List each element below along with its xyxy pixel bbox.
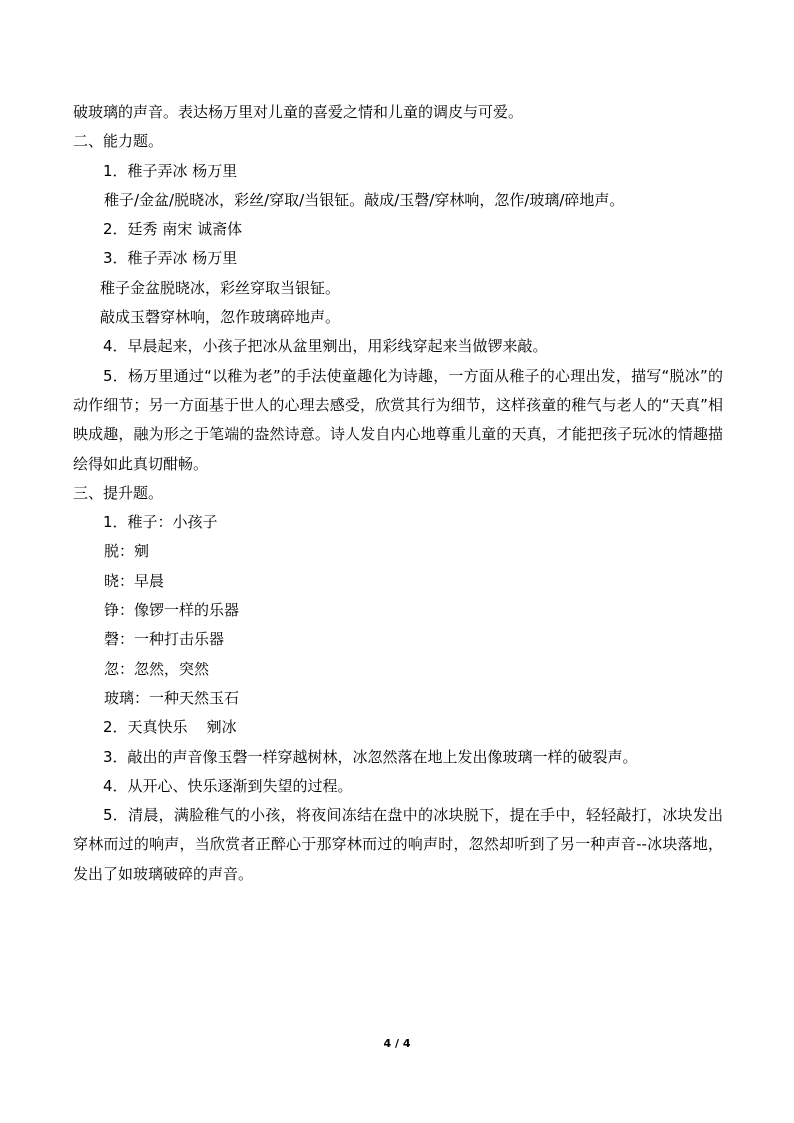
section-heading-advanced: 三、提升题。 [73,483,164,502]
answer-item-1: 1．稚子弄冰 杨万里 [103,161,238,180]
intro-line: 破玻璃的声音。表达杨万里对儿童的喜爱之情和儿童的调皮与可爱。 [73,103,524,121]
answer-text: 稚子/金盆/脱晓冰，彩丝/穿取/当银钲。敲成/玉磬/穿林响，忽作/玻璃/碎地声。 [104,190,625,209]
poem-line-1: 稚子金盆脱晓冰，彩丝穿取当银钲。 [100,278,341,297]
document-body [73,98,723,889]
definition-item: 玻璃：一种天然玉石 [104,688,240,707]
page-number: 4 / 4 [383,1037,411,1050]
answer-item-5: 5．杨万里通过“以稚为老”的手法使童趣化为诗趣，一方面从稚子的心理出发，描写“脱冰”的动作细节；另一方面基于世人的心理去感受，欣赏其行为细节，这样孩童的稚气与老人的“天真”相映成趣，融为形之于笔端的盎然诗意。诗人发自内心地尊重儿童的天真，才能把孩子玩冰的情趣描绘得如此真切酣畅。 [73,366,723,473]
definition-item: 忽：忽然，突然 [104,659,210,678]
answer-item-3: 3．稚子弄冰 杨万里 [103,249,238,268]
definition-item: 脱：剜 [104,542,150,561]
definition-item: 晓：早晨 [104,571,165,590]
answer-item-1: 1．稚子：小孩子 [103,513,218,532]
answer-item-4: 4．早晨起来，小孩子把冰从盆里剜出，用彩线穿起来当做锣来敲。 [103,337,548,356]
definition-item: 磬：一种打击乐器 [104,630,225,649]
answer-item-2: 2．廷秀 南宋 诚斋体 [103,220,243,239]
definition-item: 铮：像锣一样的乐器 [104,601,240,620]
answer-item-2: 2．天真快乐 剜冰 [103,718,237,737]
answer-item-5: 5．清晨，满脸稚气的小孩，将夜间冻结在盘中的冰块脱下，提在手中，轻轻敲打，冰块发出穿林而过的响声，当欣赏者正醉心于那穿林而过的响声时，忽然却听到了另一种声音--冰块落地，发出了如玻璃破碎的声音。 [73,806,723,883]
answer-item-4: 4．从开心、快乐逐渐到失望的过程。 [103,776,353,795]
poem-line-2: 敲成玉磬穿林响，忽作玻璃碎地声。 [100,308,341,327]
answer-item-3: 3．敲出的声音像玉磬一样穿越树林，冰忽然落在地上发出像玻璃一样的破裂声。 [103,747,638,766]
section-heading-ability: 二、能力题。 [73,132,164,151]
